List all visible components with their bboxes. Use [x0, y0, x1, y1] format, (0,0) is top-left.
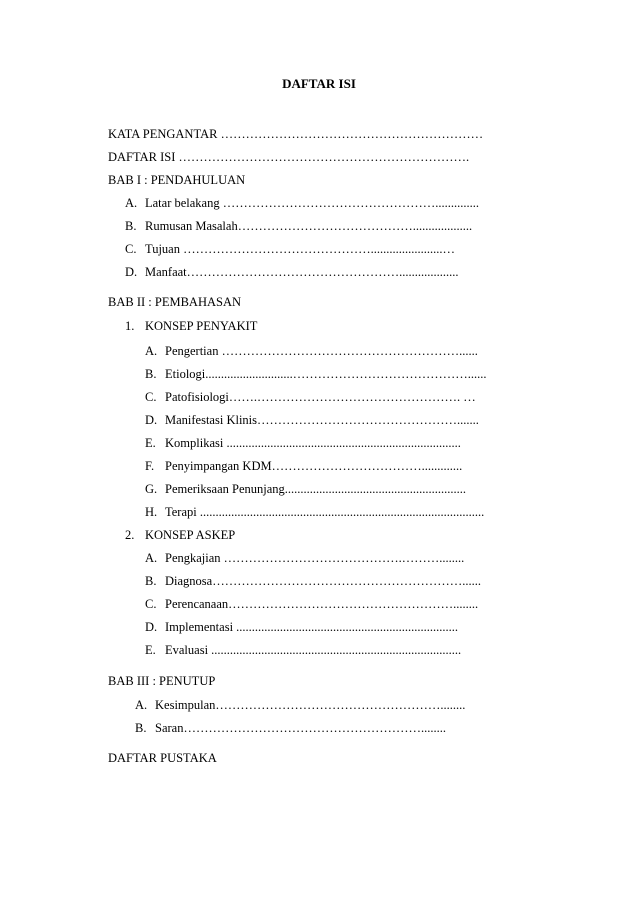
toc-letter: B. [135, 721, 147, 735]
toc-letter: F. [145, 459, 155, 473]
toc-letter: C. [145, 390, 157, 404]
toc-label: BAB III : PENUTUP [108, 674, 216, 688]
toc-label: KONSEP PENYAKIT [145, 319, 258, 333]
toc-leader: ……………………………………………................... [186, 265, 459, 279]
toc-leader: ………………………………………………........ [215, 698, 466, 712]
toc-entry-terapi [145, 504, 484, 520]
toc-entry-penyimpangan-kdm [145, 458, 462, 474]
toc-entry-implementasi [145, 619, 458, 635]
toc-leader: ................................................................................ [211, 643, 462, 657]
toc-label: Pengertian [165, 344, 219, 358]
toc-entry-daftar-isi [108, 149, 469, 165]
toc-leader: ……………………………………….......................… [183, 242, 455, 256]
toc-label: Saran [155, 721, 184, 735]
toc-letter: A. [135, 698, 148, 712]
toc-entry-komplikasi [145, 435, 461, 451]
toc-entry-saran [135, 720, 446, 736]
toc-letter: A. [145, 551, 158, 565]
toc-leader: …….…………………………………………. … [228, 390, 476, 404]
toc-entry-kata-pengantar [108, 126, 483, 142]
toc-label: Terapi [165, 505, 197, 519]
toc-leader: ……………………………………………………...... [212, 574, 481, 588]
toc-letter: B. [145, 367, 157, 381]
toc-leader: ………………………………............. [271, 459, 463, 473]
toc-leader: ……………………………………………………… [220, 127, 484, 141]
toc-leader: ……………………………………………………………. [178, 150, 470, 164]
toc-label: Kesimpulan [155, 698, 216, 712]
toc-letter: E. [145, 436, 156, 450]
toc-letter: C. [125, 242, 137, 256]
toc-letter: E. [145, 643, 156, 657]
toc-entry-bab-1 [108, 172, 245, 188]
page-title: DAFTAR ISI [282, 76, 356, 91]
toc-label: Latar belakang [145, 196, 220, 210]
toc-leader: .......................................................... [284, 482, 467, 496]
toc-label: Patofisiologi [165, 390, 229, 404]
toc-letter: B. [125, 219, 137, 233]
toc-label: Diagnosa [165, 574, 213, 588]
toc-entry-manfaat [125, 264, 459, 280]
toc-label: Manfaat [145, 265, 187, 279]
toc-leader: …………………………………………………........ [183, 721, 446, 735]
toc-label: KONSEP ASKEP [145, 528, 236, 542]
toc-entry-bab-3 [108, 673, 215, 689]
toc-letter: D. [125, 265, 138, 279]
toc-entry-pengkajian [145, 550, 464, 566]
toc-leader: …………………………………….………........ [223, 551, 465, 565]
toc-label: DAFTAR PUSTAKA [108, 751, 217, 765]
toc-leader: ……………………………………................... [237, 219, 473, 233]
toc-label: BAB II : PEMBAHASAN [108, 295, 242, 309]
toc-number: 2. [125, 528, 135, 542]
toc-leader: ....................................................................... [236, 620, 459, 634]
toc-leader: ........................................................................................... [199, 505, 485, 519]
toc-leader: ………………………………………………........ [228, 597, 479, 611]
toc-entry-patofisiologi [145, 389, 476, 405]
toc-letter: G. [145, 482, 158, 496]
toc-label: KATA PENGANTAR [108, 127, 218, 141]
toc-label: Manifestasi Klinis [165, 413, 258, 427]
toc-letter: H. [145, 505, 158, 519]
toc-letter: B. [145, 574, 157, 588]
toc-number: 1. [125, 319, 135, 333]
toc-label: DAFTAR ISI [108, 150, 176, 164]
toc-letter: D. [145, 620, 158, 634]
toc-label: Implementasi [165, 620, 234, 634]
toc-entry-latar-belakang [125, 195, 479, 211]
toc-letter: A. [145, 344, 158, 358]
toc-leader: …………………………………………….............. [222, 196, 479, 210]
toc-entry-evaluasi [145, 642, 461, 658]
toc-entry-daftar-pustaka [108, 750, 217, 766]
toc-entry-konsep-askep [125, 527, 235, 543]
toc-label: Pengkajian [165, 551, 221, 565]
toc-entry-pemeriksaan-penunjang [145, 481, 466, 497]
toc-letter: D. [145, 413, 158, 427]
toc-leader: …………………………………………....... [257, 413, 479, 427]
toc-entry-kesimpulan [135, 697, 465, 713]
toc-entry-etiologi [145, 366, 487, 382]
toc-leader: ............................……………………………………...... [205, 367, 487, 381]
toc-letter: C. [145, 597, 157, 611]
toc-label: Evaluasi [165, 643, 209, 657]
toc-letter: A. [125, 196, 138, 210]
toc-label: Tujuan [145, 242, 180, 256]
toc-label: BAB I : PENDAHULUAN [108, 173, 246, 187]
toc-entry-perencanaan [145, 596, 478, 612]
toc-label: Perencanaan [165, 597, 229, 611]
toc-entry-tujuan [125, 241, 455, 257]
toc-label: Pemeriksaan Penunjang [165, 482, 285, 496]
toc-label: Komplikasi [165, 436, 224, 450]
toc-label: Penyimpangan KDM [165, 459, 272, 473]
toc-label: Rumusan Masalah [145, 219, 238, 233]
toc-entry-manifestasi-klinis [145, 412, 479, 428]
toc-label: Etiologi [165, 367, 206, 381]
toc-leader: ........................................................................... [226, 436, 461, 450]
toc-entry-bab-2 [108, 294, 241, 310]
toc-entry-diagnosa [145, 573, 481, 589]
toc-entry-konsep-penyakit [125, 318, 257, 334]
toc-leader: …………………………………………………...... [221, 344, 478, 358]
toc-entry-rumusan-masalah [125, 218, 472, 234]
toc-entry-pengertian [145, 343, 478, 359]
